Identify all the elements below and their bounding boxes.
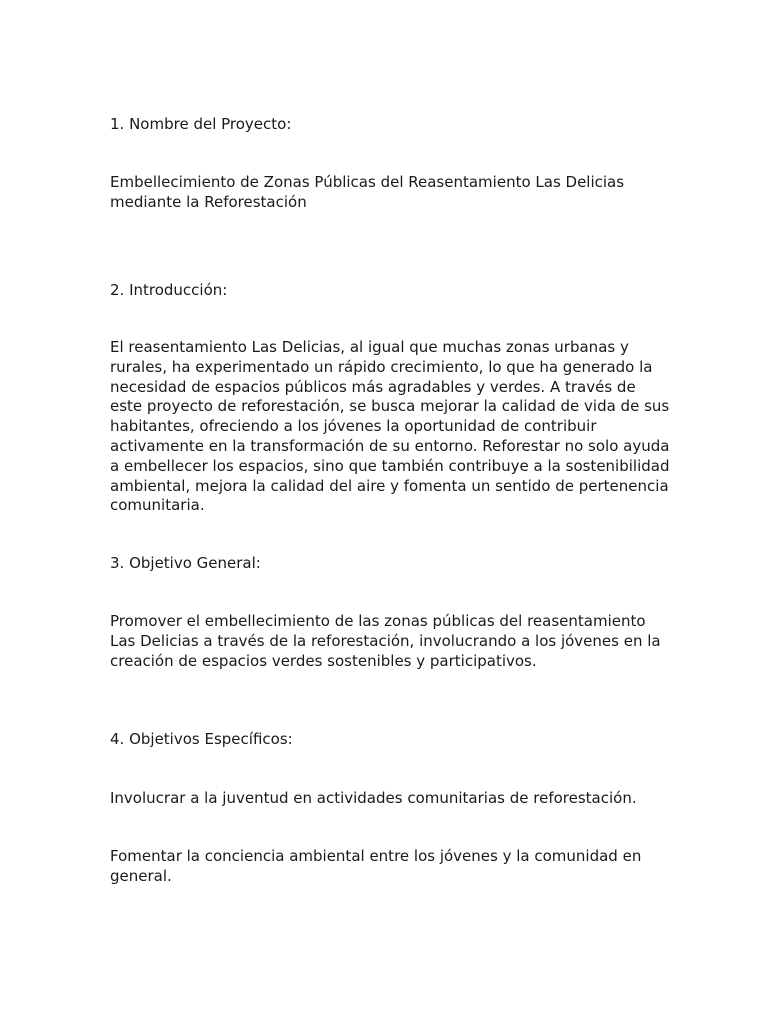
introduction-text: El reasentamiento Las Delicias, al igual que muchas zonas urbanas y rurales, ha experimentado un rápido crecimiento, lo que ha generado la necesidad de espacios públicos más agradables y verdes. A través de este proyecto de reforestación, se busca mejorar la calidad de vida de sus habitantes, ofreciendo a los jóvenes la oportunidad de contribuir activamente en la transformación de su entorno. Reforestar no solo ayuda a embellecer los espacios, sino que también contribuye a la sostenibilidad ambiental, mejora la calidad del aire y fomenta un sentido de pertenencia comunitaria.	[110, 338, 670, 515]
section-heading-project-name: 1. Nombre del Proyecto:	[110, 115, 292, 133]
general-objective-text: Promover el embellecimiento de las zonas públicas del reasentamiento Las Delicias a través de la reforestación, involucrando a los jóvenes en la creación de espacios verdes sostenibles y participativos.	[110, 612, 661, 670]
specific-objective-item: Fomentar la conciencia ambiental entre los jóvenes y la comunidad en general.	[110, 847, 642, 885]
section-heading-specific-objectives: 4. Objetivos Específicos:	[110, 730, 293, 748]
specific-objective-item: Involucrar a la juventud en actividades comunitarias de reforestación.	[110, 789, 637, 807]
section-heading-introduction: 2. Introducción:	[110, 281, 228, 299]
section-heading-general-objective: 3. Objetivo General:	[110, 554, 261, 572]
project-name-text: Embellecimiento de Zonas Públicas del Reasentamiento Las Delicias mediante la Reforestación	[110, 173, 625, 211]
